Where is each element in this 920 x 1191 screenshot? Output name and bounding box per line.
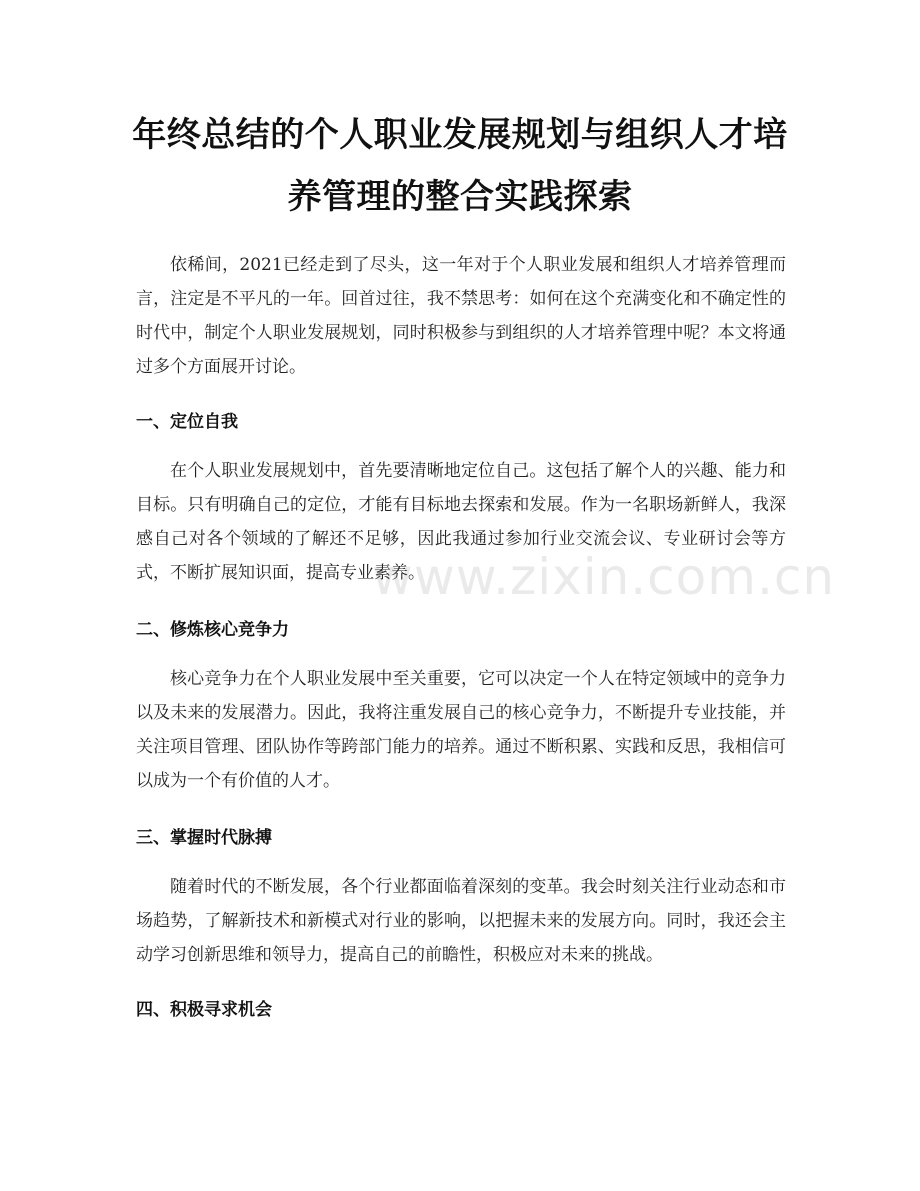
section-body-1: 在个人职业发展规划中，首先要清晰地定位自己。这包括了解个人的兴趣、能力和目标。只有明确自己的定位，才能有目标地去探索和发展。作为一名职场新鲜人，我深感自己对各个领域的了解还不足够，因此我通过参加行业交流会议、专业研讨会等方式，不断扩展知识面，提高专业素养。 bbox=[136, 461, 786, 583]
document-title: 年终总结的个人职业发展规划与组织人才培养管理的整合实践探索 bbox=[132, 115, 788, 217]
section-body-2: 核心竞争力在个人职业发展中至关重要，它可以决定一个人在特定领域中的竞争力以及未来的发展潜力。因此，我将注重发展自己的核心竞争力，不断提升专业技能，并关注项目管理、团队协作等跨部门能力的培养。通过不断积累、实践和反思，我相信可以成为一个有价值的人才。 bbox=[136, 669, 786, 791]
section-body-3: 随着时代的不断发展，各个行业都面临着深刻的变革。我会时刻关注行业动态和市场趋势，了解新技术和新模式对行业的影响，以把握未来的发展方向。同时，我还会主动学习创新思维和领导力，提高自己的前瞻性，积极应对未来的挑战。 bbox=[136, 877, 786, 965]
section-heading-3: 三、掌握时代脉搏 bbox=[136, 828, 272, 848]
section-heading-4: 四、积极寻求机会 bbox=[136, 1000, 272, 1020]
watermark: www.zixin.com.cn bbox=[372, 548, 836, 606]
section-heading-1: 一、定位自我 bbox=[136, 412, 238, 432]
section-heading-2: 二、修炼核心竞争力 bbox=[136, 620, 289, 640]
intro-paragraph: 依稀间，2021已经走到了尽头，这一年对于个人职业发展和组织人才培养管理而言，注定是不平凡的一年。回首过往，我不禁思考：如何在这个充满变化和不确定性的时代中，制定个人职业发展规划，同时积极参与到组织的人才培养管理中呢？本文将通过多个方面展开讨论。 bbox=[136, 255, 786, 377]
